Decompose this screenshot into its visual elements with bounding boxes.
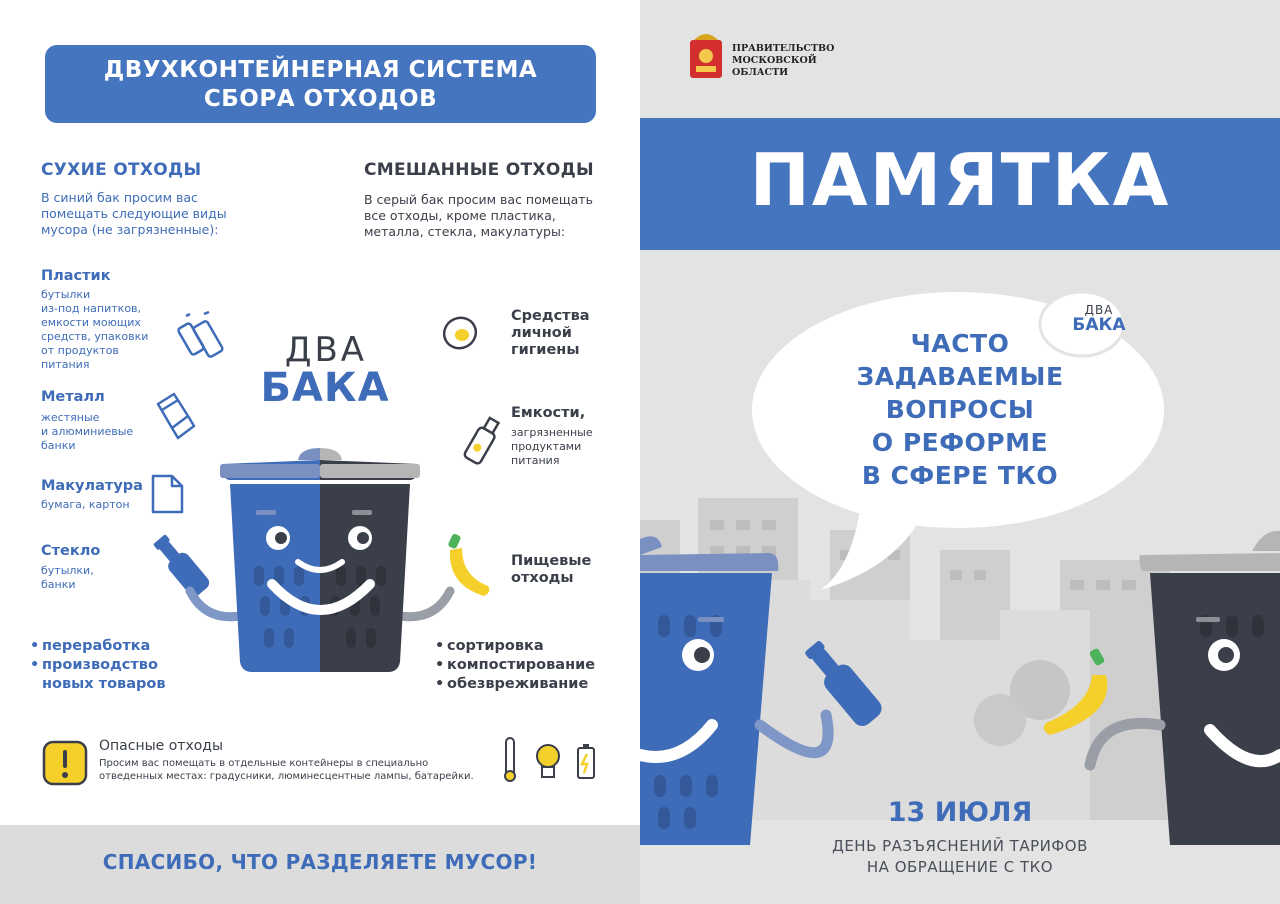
mixed-desc-line: металла, стекла, макулатуры: — [364, 224, 566, 239]
dry-desc-line: помещать следующие виды — [41, 206, 227, 221]
event-subtitle-line: ДЕНЬ РАЗЪЯСНЕНИЙ ТАРИФОВ — [832, 837, 1088, 855]
desc-line: питания — [41, 358, 90, 371]
desc-line: и алюминиевые — [41, 425, 134, 438]
category-title: Макулатура — [41, 478, 143, 494]
desc-line: средств, упаковки — [41, 330, 149, 343]
mixed-desc-line: В серый бак просим вас помещать — [364, 192, 593, 207]
category-title-line: отходы — [511, 570, 574, 586]
category-containers — [511, 405, 593, 468]
dry-desc — [41, 190, 227, 238]
thermometer-icon — [505, 738, 515, 781]
desc-line: емкости моющих — [41, 316, 141, 329]
desc-line: продуктами — [511, 440, 582, 453]
bullet-item: • компостирование — [435, 656, 595, 675]
bubble-line: О РЕФОРМЕ — [871, 428, 1049, 457]
banner-title: ПАМЯТКА — [749, 138, 1171, 222]
desc-line: из-под напитков, — [41, 302, 142, 315]
title-line-1: ДВУХКОНТЕЙНЕРНАЯ СИСТЕМА — [103, 57, 538, 83]
bubble-line: ЧАСТО — [910, 329, 1010, 358]
bubble-text — [840, 327, 1080, 492]
mixed-desc-line: все отходы, кроме пластика, — [364, 208, 556, 223]
dry-desc-line: мусора (не загрязненные): — [41, 222, 219, 237]
logo-bottom: БАКА — [260, 365, 390, 411]
dry-desc-line: В синий бак просим вас — [41, 190, 198, 205]
desc-line: от продуктов — [41, 344, 119, 357]
desc-line: загрязненные — [511, 426, 593, 439]
bin-mascot-illustration — [180, 446, 460, 678]
hazard-desc — [99, 757, 474, 783]
gov-line: ОБЛАСТИ — [732, 67, 789, 78]
bullet-item: новых товаров — [42, 676, 166, 692]
hazard-desc-line: Просим вас помещать в отдельные контейнеры в специально — [99, 758, 429, 769]
lamp-icon — [537, 745, 559, 777]
category-desc — [41, 411, 133, 453]
title-line-2: СБОРА ОТХОДОВ — [203, 86, 438, 112]
dirty-bottle-icon — [462, 412, 506, 468]
plastic-bottles-icon — [176, 310, 230, 364]
category-title: Стекло — [41, 543, 101, 559]
bullet-item: • производство — [30, 656, 166, 675]
category-desc — [511, 426, 593, 468]
dry-bullets — [30, 637, 166, 694]
event-subtitle — [640, 836, 1280, 878]
category-paper — [41, 478, 143, 512]
warning-icon — [42, 740, 88, 786]
category-glass — [41, 543, 100, 592]
bubble-line: В СФЕРЕ ТКО — [861, 461, 1059, 490]
hazard-block — [99, 738, 474, 783]
right-panel — [640, 0, 1280, 904]
bubble-logo-top: ДВА — [1084, 303, 1114, 317]
category-plastic — [41, 268, 148, 372]
desc-line: бутылки — [41, 288, 91, 301]
desc-line: банки — [41, 439, 76, 452]
mixed-heading: СМЕШАННЫЕ ОТХОДЫ — [364, 160, 594, 180]
desc-line: банки — [41, 578, 76, 591]
event-subtitle-line: НА ОБРАЩЕНИЕ С ТКО — [866, 858, 1054, 876]
category-title-line: Емкости, — [511, 405, 586, 421]
category-desc — [41, 498, 143, 512]
category-title-line: личной — [511, 325, 572, 341]
bubble-line: ВОПРОСЫ — [885, 395, 1035, 424]
bullet-item: • сортировка — [435, 637, 595, 656]
event-date: 13 ИЮЛЯ — [887, 797, 1033, 828]
desc-line: бумага, картон — [41, 498, 130, 511]
bullet-item: • обезвреживание — [435, 675, 595, 694]
category-title: Пластик — [41, 268, 111, 284]
desc-line: питания — [511, 454, 560, 467]
category-desc — [41, 564, 100, 592]
title-box — [45, 45, 596, 123]
hazard-title: Опасные отходы — [99, 738, 224, 754]
gov-name — [732, 43, 834, 79]
bullet-item: • переработка — [30, 637, 166, 656]
metal-can-icon — [152, 390, 198, 442]
battery-icon — [578, 744, 594, 778]
category-food — [511, 553, 591, 587]
bubble-logo-bottom: БАКА — [1072, 315, 1126, 335]
desc-line: бутылки, — [41, 564, 94, 577]
mixed-bullets — [435, 637, 595, 694]
gov-line: МОСКОВСКОЙ — [732, 55, 817, 66]
category-title-line: гигиены — [511, 342, 580, 358]
diaper-icon — [440, 314, 480, 352]
dry-heading: СУХИЕ ОТХОДЫ — [41, 160, 202, 180]
logo-top: ДВА — [284, 330, 368, 370]
bubble-line: ЗАДАВАЕМЫЕ — [856, 362, 1064, 391]
category-title-line: Пищевые — [511, 553, 592, 569]
gov-line: ПРАВИТЕЛЬСТВО — [732, 43, 835, 54]
mixed-desc — [364, 192, 593, 240]
category-title-line: Средства — [511, 308, 590, 324]
category-title: Металл — [41, 389, 105, 405]
category-desc — [41, 288, 148, 372]
hazard-desc-line: отведенных местах: градусники, люминесцентные лампы, батарейки. — [99, 771, 474, 782]
category-hygiene — [511, 308, 590, 359]
thanks-text: СПАСИБО, ЧТО РАЗДЕЛЯЕТЕ МУСОР! — [102, 850, 538, 874]
coat-of-arms-icon — [684, 28, 728, 82]
hazard-items-icons — [502, 736, 602, 784]
category-metal — [41, 389, 133, 453]
desc-line: жестяные — [41, 411, 100, 424]
